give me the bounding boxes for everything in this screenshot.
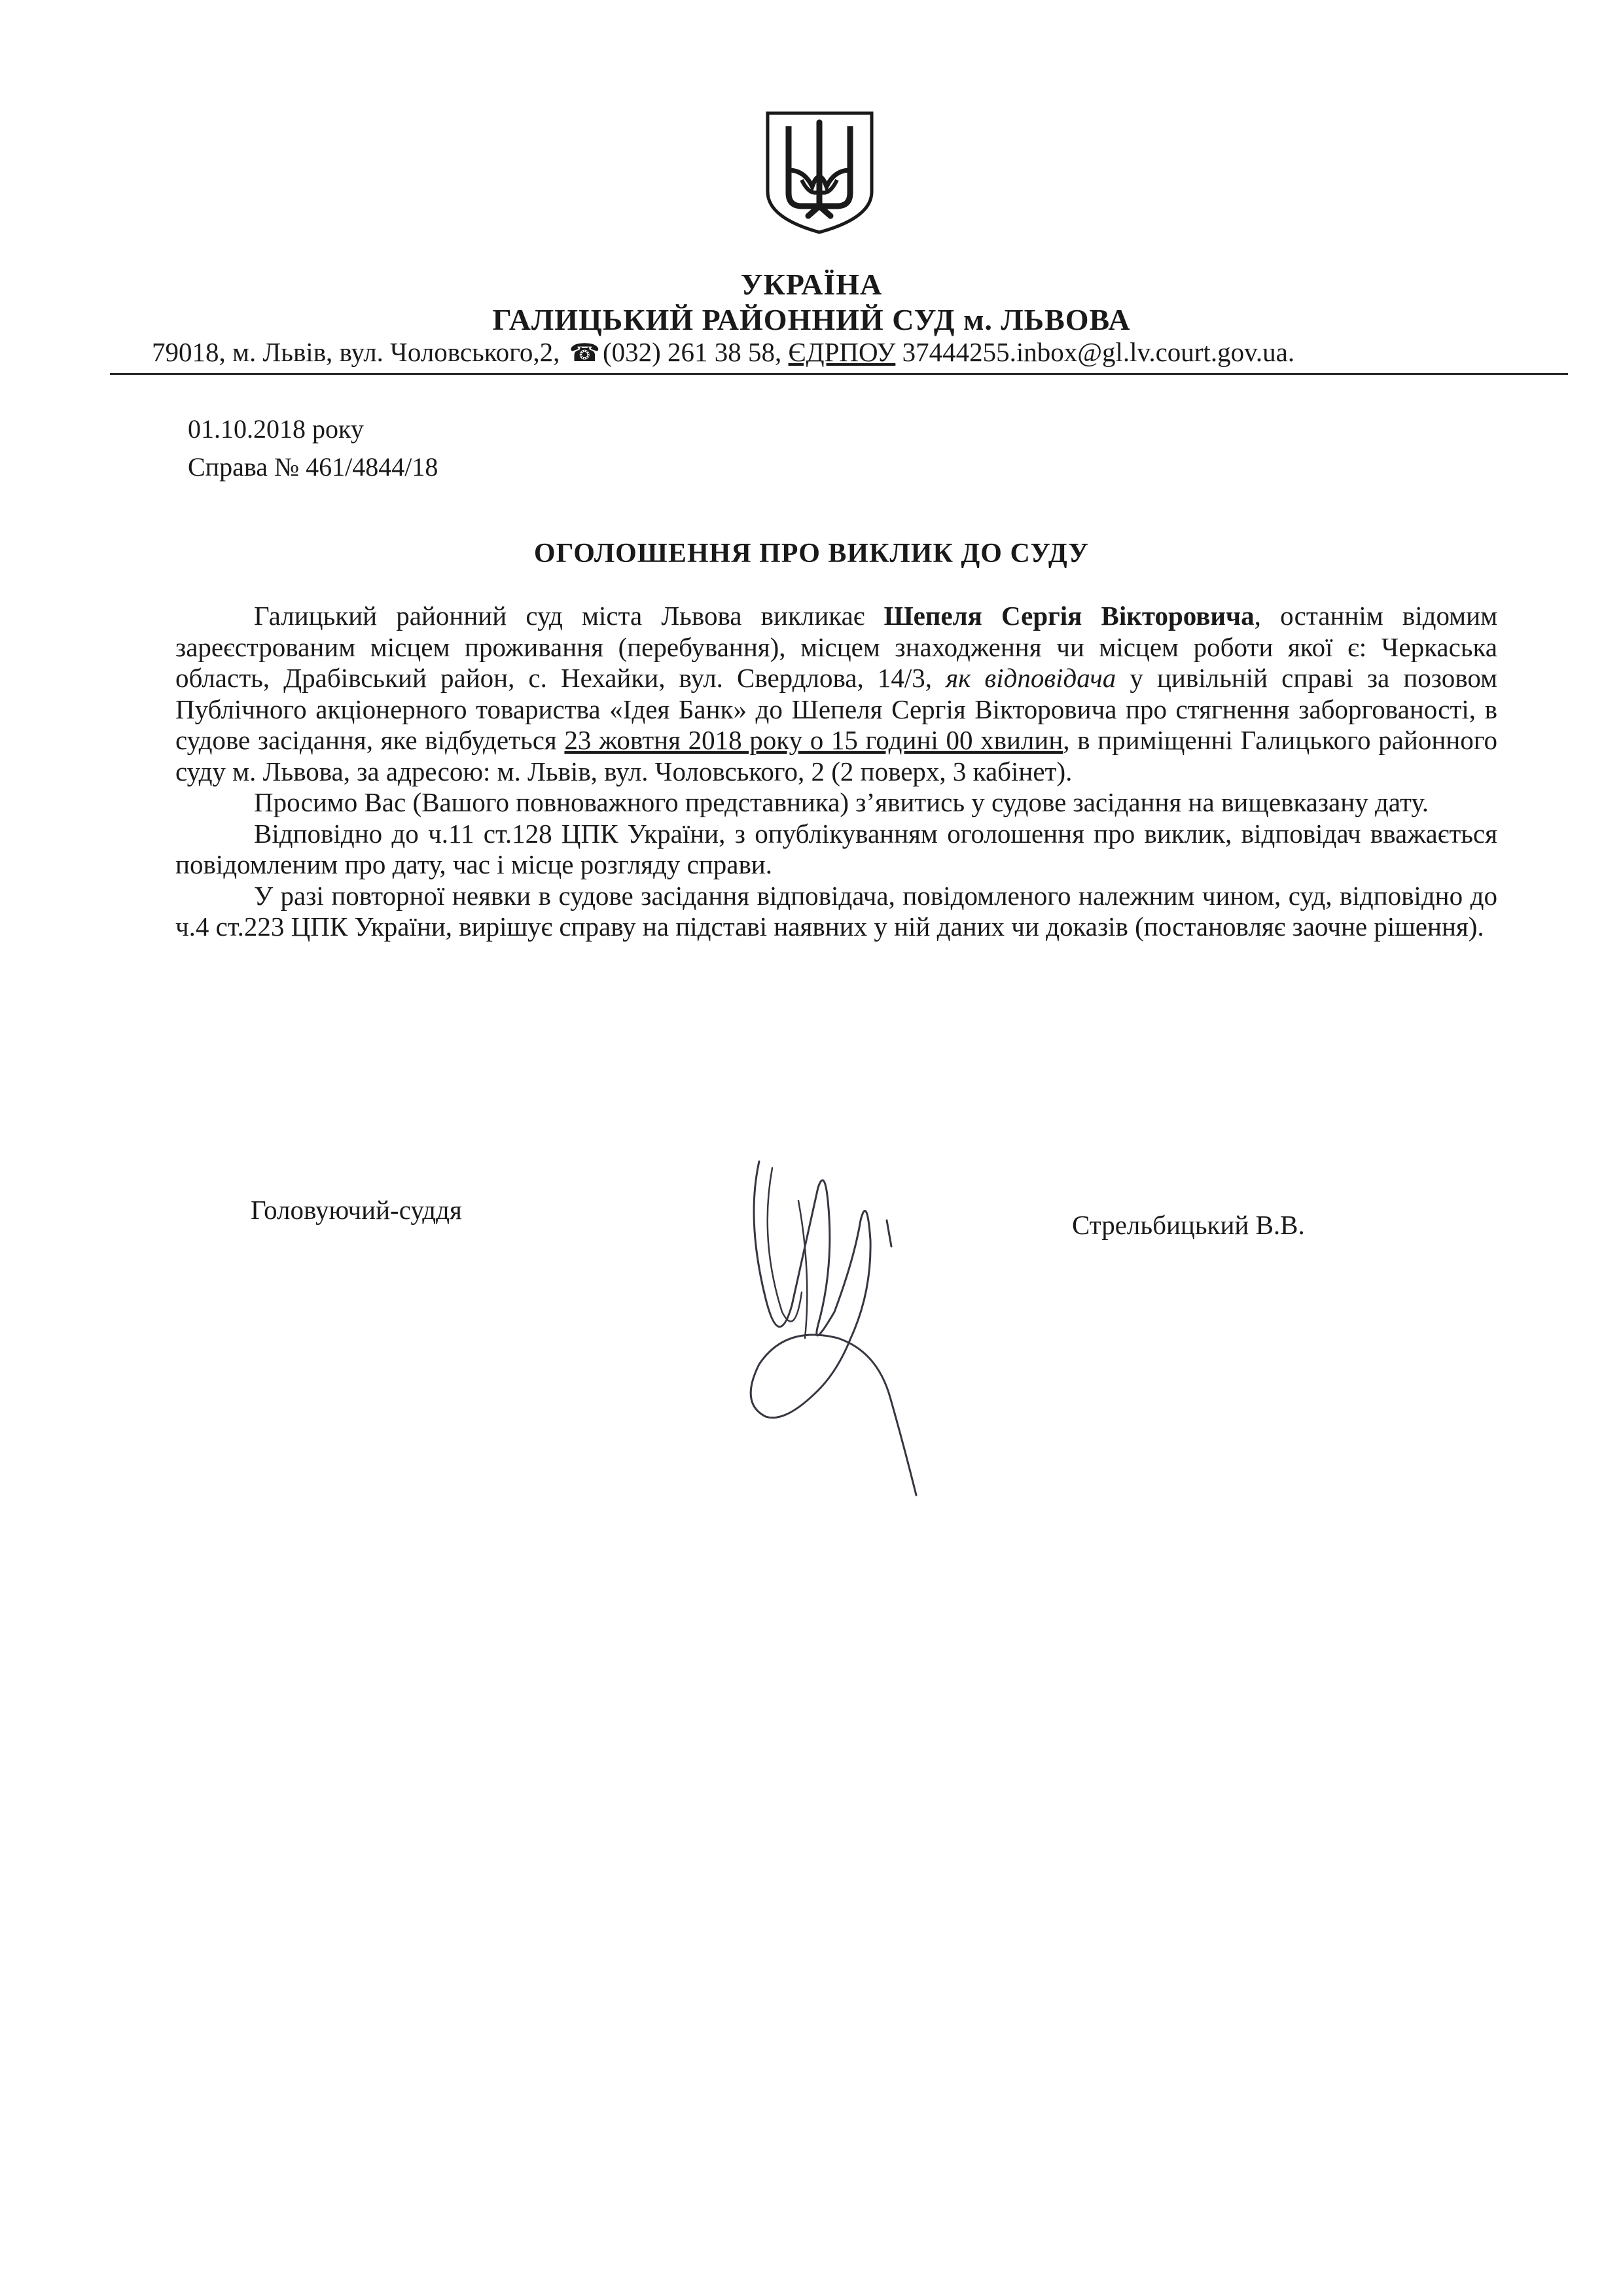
country-title: УКРАЇНА xyxy=(740,268,883,301)
judge-name: Стрельбицький В.В. xyxy=(1072,1210,1305,1240)
case-number: Справа № 461/4844/18 xyxy=(188,452,438,482)
defendant-name: Шепеля Сергія Вікторовича xyxy=(883,601,1255,631)
phone-icon: ☎ xyxy=(569,340,600,367)
paragraph-legal-basis: Відповідно до ч.11 ст.128 ЦПК України, з опублікуванням оголошення про виклик, відповідач вважається повідомленим про дату, час і місце розгляду справи. xyxy=(175,818,1497,879)
document-title: ОГОЛОШЕННЯ ПРО ВИКЛИК ДО СУДУ xyxy=(533,539,1090,569)
edrpou-and-email: 37444255.inbox@gl.lv.court.gov.ua. xyxy=(902,337,1295,367)
coat-of-arms-icon xyxy=(762,108,877,236)
paragraph-request: Просимо Вас (Вашого повноважного представника) з’явитись у судове засідання на вищевказану дату. xyxy=(254,787,1429,817)
document-date: 01.10.2018 року xyxy=(188,414,364,444)
paragraph-consequences: У разі повторної неявки в судове засідання відповідача, повідомленого належним чином, суд, відповідно до ч.4 ст.223 ЦПК України, вирішує справу на підставі наявних у ній даних чи доказів (постановляє заочне рішення). xyxy=(175,880,1497,942)
court-phone: (032) 261 38 58 xyxy=(602,337,776,367)
defendant-role: як відповідача xyxy=(946,663,1116,693)
paragraph-summons: Галицький районний суд міста Львова викликає Шепеля Сергія Вікторовича, останнім відомим зареєстрованим місцем проживання (перебування), місцем знаходження чи місцем роботи якої є: Черкаська область, Драбівський район, с. Нехайки, вул. Свердлова, 14/3, як відповідача у цивільній справі за позовом Публічного акціонерного товариства «Ідея Банк» до Шепеля Сергія Вікторовича про стягнення заборгованості, в судове засідання, яке відбудеться 23 жовтня 2018 року о 15 годині 00 хвилин, в приміщенні Галицького районного суду м. Львова, за адресою: м. Львів, вул. Чоловського, 2 (2 поверх, 3 кабінет). xyxy=(175,601,1498,786)
document-body xyxy=(175,601,1497,943)
edrpou-label: ЄДРПОУ xyxy=(788,337,896,367)
hearing-datetime: 23 жовтня 2018 року о 15 годині 00 хвилин xyxy=(564,725,1063,755)
handwritten-signature xyxy=(720,1142,982,1521)
court-name: ГАЛИЦЬКИЙ РАЙОННИЙ СУД м. ЛЬВОВА xyxy=(492,303,1131,336)
court-address: 79018, м. Львів, вул. Чоловського,2, xyxy=(152,337,560,367)
judge-role: Головуючий-суддя xyxy=(251,1195,462,1225)
court-contacts: 79018, м. Львів, вул. Чоловського,2, ☎(032) 261 38 58, ЄДРПОУ 37444255.inbox@gl.lv.court.gov.ua. xyxy=(152,337,1295,367)
header-divider xyxy=(110,373,1568,375)
